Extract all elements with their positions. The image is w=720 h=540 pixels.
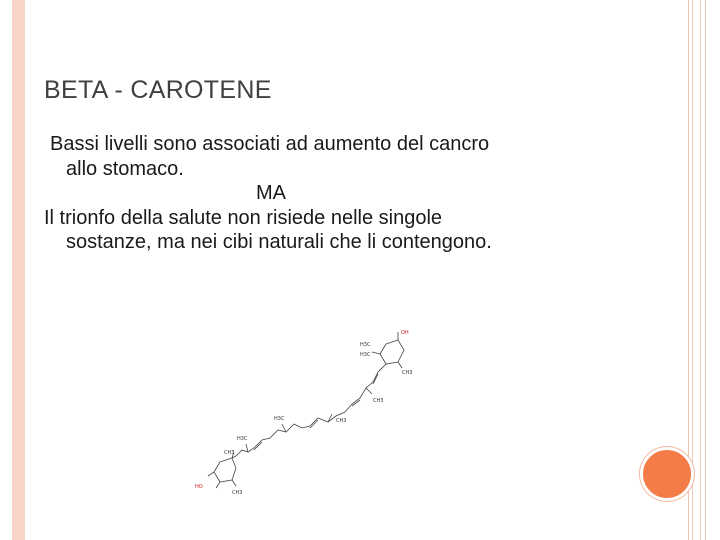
label-ch3-b: CH3 bbox=[373, 398, 384, 404]
decorative-circle bbox=[640, 447, 694, 501]
label-ho-bottom: HO bbox=[195, 484, 203, 490]
paragraph1-line1: Bassi livelli sono associati ad aumento del cancro bbox=[50, 133, 490, 155]
paragraph2-line1: Il trionfo della salute non risiede nelle singole bbox=[44, 206, 443, 229]
label-ch3-d: CH3 bbox=[224, 450, 235, 456]
label-ch3-a: CH3 bbox=[402, 370, 413, 376]
slide-title: BETA - CAROTENE bbox=[44, 76, 272, 104]
paragraph1-line2: allo stomaco. bbox=[66, 157, 184, 180]
label-h3c-c: H3C bbox=[274, 416, 285, 422]
label-oh-top: OH bbox=[401, 330, 409, 336]
right-border-line bbox=[692, 0, 693, 540]
label-ch3-c: CH3 bbox=[336, 418, 347, 424]
left-decorative-border bbox=[12, 0, 25, 540]
label-h3c-a: H3C bbox=[360, 342, 371, 348]
label-ch3-e: CH3 bbox=[232, 490, 243, 496]
slide-body bbox=[44, 132, 604, 255]
right-border-line-2 bbox=[700, 0, 701, 540]
right-decorative-border bbox=[688, 0, 706, 540]
ma-text: MA bbox=[256, 182, 286, 204]
paragraph2-line2: sostanze, ma nei cibi naturali che li contengono. bbox=[66, 231, 492, 253]
label-h3c-b: H3C bbox=[360, 352, 371, 358]
molecule-structure-image bbox=[190, 322, 420, 497]
label-h3c-d: H3C bbox=[237, 436, 248, 442]
